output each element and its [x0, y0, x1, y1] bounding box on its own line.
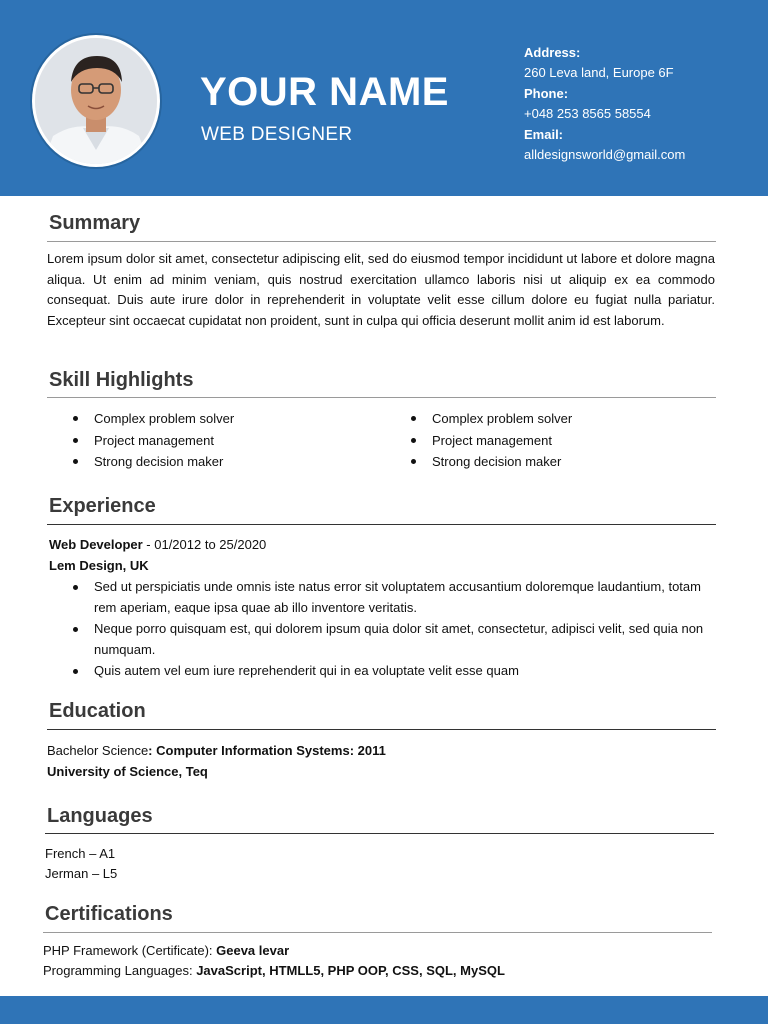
- footer-banner: [0, 996, 768, 1024]
- summary-text: Lorem ipsum dolor sit amet, consectetur adipiscing elit, sed do eiusmod tempor incididunt ut labore et dolore magna aliqua. Ut enim ad minim veniam, quis nostrud exercitation ullamco laboris nisi ut aliquip ex ea commodo consequat. Duis aute irure dolor in reprehenderit in voluptate velit esse cillum dolore eu fugiat nulla pariatur. Excepteur sint occaecat cupidatat non proident, sunt in culpa qui officia deserunt mollit anim id est laborum.: [47, 251, 715, 328]
- summary-heading: Summary: [49, 212, 141, 234]
- list-item: Neque porro quisquam est, qui dolorem ipsum quia dolor sit amet, consectetur, adipisci velit, sed quia non numquam.: [49, 619, 715, 660]
- languages-divider: [45, 833, 714, 834]
- degree-line: [47, 741, 386, 762]
- education-heading: Education: [49, 700, 146, 722]
- list-item: Strong decision maker: [49, 451, 369, 473]
- language-item: French – A1: [45, 846, 116, 861]
- list-item: Project management: [387, 430, 707, 452]
- phone-value: +048 253 8565 58554: [524, 106, 651, 122]
- phone-label: Phone:: [524, 85, 569, 101]
- languages-heading: Languages: [47, 805, 153, 827]
- bullet-icon: [411, 459, 416, 464]
- job-title: Web Developer: [49, 537, 143, 552]
- certification-php: [43, 941, 289, 962]
- contact-block: [524, 43, 685, 165]
- address-value: 260 Leva land, Europe 6F: [524, 65, 674, 81]
- bullet-icon: [73, 438, 78, 443]
- bullet-icon: [73, 416, 78, 421]
- list-item: Quis autem vel eum iure reprehenderit qui in ea voluptate velit esse quam: [49, 661, 715, 682]
- certification-languages: [43, 961, 505, 982]
- job-dates: - 01/2012 to 25/2020: [142, 537, 267, 552]
- certifications-divider: [43, 932, 712, 933]
- bullet-icon: [73, 669, 78, 674]
- degree-label: Bachelor Science: [47, 743, 149, 758]
- candidate-role: WEB DESIGNER: [201, 124, 353, 145]
- list-item: Complex problem solver: [387, 408, 707, 430]
- bullet-icon: [73, 627, 78, 632]
- skills-divider: [47, 397, 716, 398]
- summary-divider: [47, 241, 716, 242]
- address-label: Address:: [524, 45, 581, 60]
- bullet-icon: [73, 459, 78, 464]
- experience-heading: Experience: [49, 495, 156, 517]
- education-divider: [47, 729, 716, 730]
- bullet-icon: [411, 416, 416, 421]
- php-value: Geeva levar: [212, 943, 290, 958]
- prog-value: JavaScript, HTMLL5, PHP OOP, CSS, SQL, MySQL: [192, 963, 505, 978]
- experience-bullets: [49, 577, 715, 682]
- degree-value: : Computer Information Systems: 2011: [148, 743, 386, 758]
- candidate-name: YOUR NAME: [200, 70, 449, 114]
- bullet-icon: [73, 585, 78, 590]
- experience-divider: [47, 524, 716, 525]
- company-name: Lem Design, UK: [49, 558, 149, 573]
- skills-list-right: [387, 408, 707, 473]
- skills-list-left: [49, 408, 369, 473]
- list-item: Sed ut perspiciatis unde omnis iste natus error sit voluptatem accusantium doloremque laudantium, totam rem aperiam, eaque ipsa quae ab illo inventore veritatis.: [49, 577, 715, 618]
- email-label: Email:: [524, 126, 564, 142]
- php-label: PHP Framework (Certificate):: [43, 943, 213, 958]
- certifications-heading: Certifications: [45, 903, 173, 925]
- list-item: Complex problem solver: [49, 408, 369, 430]
- job-title-line: [49, 535, 266, 556]
- bullet-icon: [411, 438, 416, 443]
- prog-label: Programming Languages:: [43, 963, 193, 978]
- list-item: Strong decision maker: [387, 451, 707, 473]
- language-item: Jerman – L5: [45, 866, 118, 881]
- skills-heading: Skill Highlights: [49, 369, 194, 391]
- email-value: alldesignsworld@gmail.com: [524, 147, 686, 163]
- list-item: Project management: [49, 430, 369, 452]
- profile-photo: [35, 38, 157, 164]
- university-name: University of Science, Teq: [47, 764, 208, 779]
